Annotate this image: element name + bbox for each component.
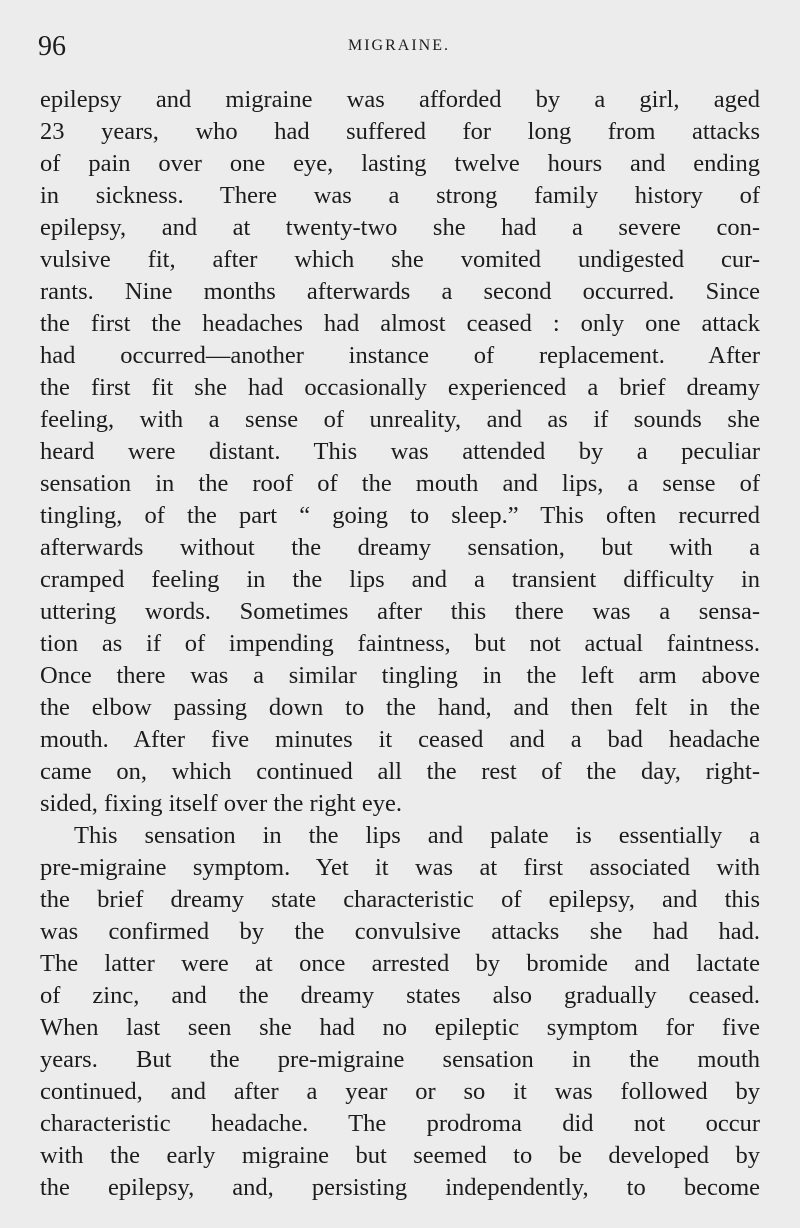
running-title: MIGRAINE. <box>348 37 450 54</box>
text-line: came on, which continued all the rest of the day, right- <box>40 758 760 785</box>
text-line: cramped feeling in the lips and a transient difficulty in <box>40 566 760 593</box>
text-line: of zinc, and the dreamy states also gradually ceased. <box>40 982 760 1009</box>
text-line: had occurred—another instance of replacement. After <box>40 342 760 369</box>
text-line: characteristic headache. The prodroma did not occur <box>40 1110 760 1137</box>
text-line: the epilepsy, and, persisting independently, to become <box>40 1174 760 1201</box>
text-line: tion as if of impending faintness, but not actual faintness. <box>40 630 760 657</box>
text-line: the elbow passing down to the hand, and then felt in the <box>40 694 760 721</box>
page-number: 96 <box>38 31 66 62</box>
text-line: years. But the pre-migraine sensation in the mouth <box>40 1046 760 1073</box>
text-line: This sensation in the lips and palate is essentially a <box>74 822 760 849</box>
text-line: afterwards without the dreamy sensation, but with a <box>40 534 760 561</box>
text-line: the first fit she had occasionally experienced a brief dreamy <box>40 374 760 401</box>
text-line: with the early migraine but seemed to be developed by <box>40 1142 760 1169</box>
text-line: mouth. After five minutes it ceased and a bad headache <box>40 726 760 753</box>
text-line: Once there was a similar tingling in the left arm above <box>40 662 760 689</box>
text-line: pre-migraine symptom. Yet it was at first associated with <box>40 854 760 881</box>
text-line: uttering words. Sometimes after this there was a sensa- <box>40 598 760 625</box>
text-line: The latter were at once arrested by bromide and lactate <box>40 950 760 977</box>
text-line: sided, fixing itself over the right eye. <box>40 790 402 817</box>
text-line: rants. Nine months afterwards a second occurred. Since <box>40 278 760 305</box>
text-line: continued, and after a year or so it was followed by <box>40 1078 760 1105</box>
text-line: 23 years, who had suffered for long from attacks <box>40 118 760 145</box>
text-line: epilepsy, and at twenty-two she had a severe con- <box>40 214 760 241</box>
text-line: the first the headaches had almost ceased : only one attack <box>40 310 760 337</box>
page-header <box>38 30 760 64</box>
text-line: was confirmed by the convulsive attacks she had had. <box>40 918 760 945</box>
body-text <box>40 84 760 1204</box>
text-line: in sickness. There was a strong family history of <box>40 182 760 209</box>
text-line: feeling, with a sense of unreality, and as if sounds she <box>40 406 760 433</box>
text-line: tingling, of the part “ going to sleep.” This often recurred <box>40 502 760 529</box>
text-line: sensation in the roof of the mouth and lips, a sense of <box>40 470 760 497</box>
paragraph <box>40 84 760 820</box>
text-line: epilepsy and migraine was afforded by a girl, aged <box>40 86 760 113</box>
text-line: heard were distant. This was attended by a peculiar <box>40 438 760 465</box>
text-line: When last seen she had no epileptic symptom for five <box>40 1014 760 1041</box>
text-line: the brief dreamy state characteristic of epilepsy, and this <box>40 886 760 913</box>
text-line: of pain over one eye, lasting twelve hours and ending <box>40 150 760 177</box>
text-line: vulsive fit, after which she vomited undigested cur- <box>40 246 760 273</box>
paragraph <box>40 820 760 1204</box>
